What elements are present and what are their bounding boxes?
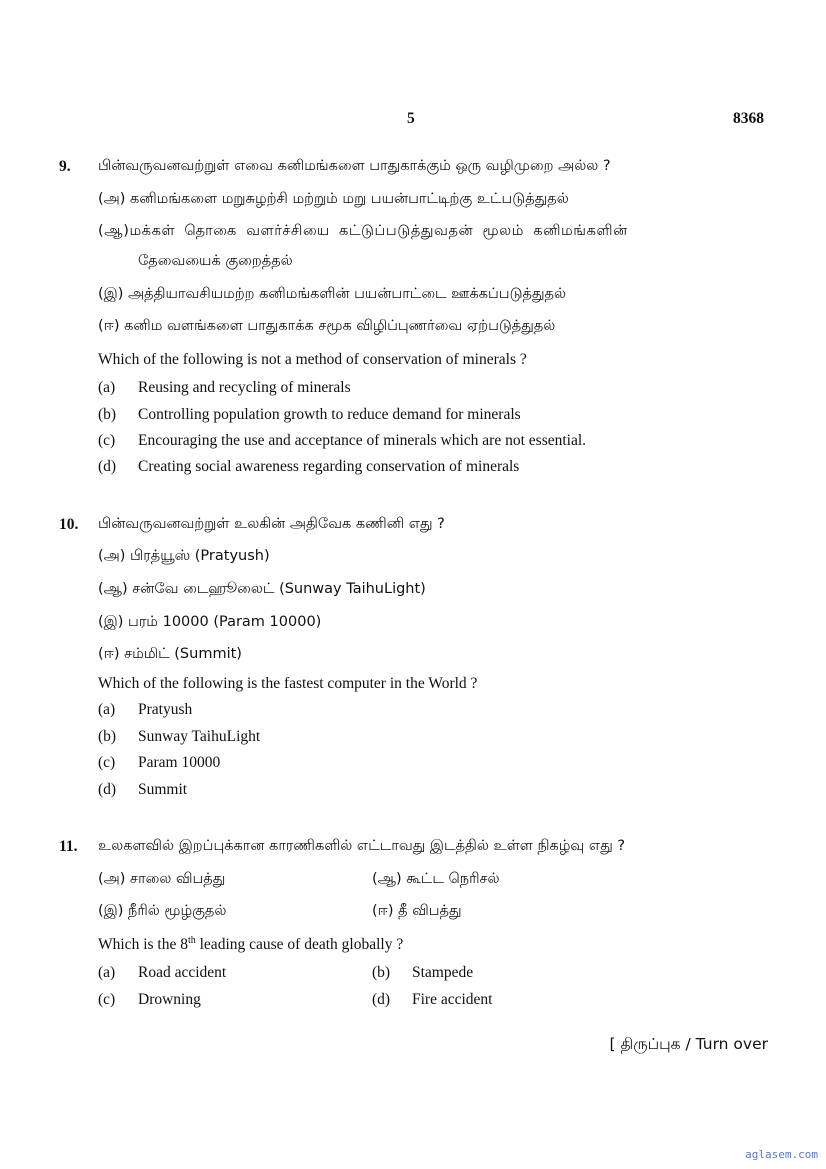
option-english: (c) xyxy=(98,754,116,771)
page-number: 5 xyxy=(407,110,415,127)
question-text-english: Which of the following is the fastest computer in the World ? xyxy=(98,675,478,692)
option-tamil: (அ) கனிமங்களை மறுசுழற்சி மற்றும் மறு பயன்பாட்டிற்கு உட்படுத்துதல் xyxy=(98,191,569,207)
question-number: 10. xyxy=(59,516,79,533)
option-tamil: (ஆ) கூட்ட நெரிசல் xyxy=(372,871,500,887)
option-english-text: Fire accident xyxy=(412,991,493,1008)
option-tamil: (அ) பிரத்யூஸ் (Pratyush) xyxy=(98,548,270,564)
option-english: (d) xyxy=(372,991,391,1008)
turn-over-note: [ திருப்புக / Turn over xyxy=(609,1035,768,1053)
option-english-text: Controlling population growth to reduce demand for minerals xyxy=(138,406,521,423)
option-english: (b) xyxy=(372,964,391,981)
option-english: (a) xyxy=(98,379,116,396)
option-english: (b) xyxy=(98,728,117,745)
option-english: (a) xyxy=(98,964,116,981)
option-tamil: (ஆ)மக்கள் தொகை வளர்ச்சியை கட்டுப்படுத்துவதன் மூலம் கனிமங்களின் xyxy=(98,223,628,239)
question-text-tamil: பின்வருவனவற்றுள் எவை கனிமங்களை பாதுகாக்கும் ஒரு வழிமுறை அல்ல ? xyxy=(98,158,611,174)
option-tamil: (ஈ) சம்மிட் (Summit) xyxy=(98,646,242,662)
option-english-text: Pratyush xyxy=(138,701,193,718)
option-tamil: (இ) அத்தியாவசியமற்ற கனிமங்களின் பயன்பாட்டை ஊக்கப்படுத்துதல் xyxy=(98,286,567,302)
option-english: (c) xyxy=(98,991,116,1008)
question-number: 9. xyxy=(59,158,71,175)
option-english-text: Road accident xyxy=(138,964,227,981)
option-tamil: (ஈ) கனிம வளங்களை பாதுகாக்க சமூக விழிப்புணர்வை ஏற்படுத்துதல் xyxy=(98,318,556,334)
option-tamil: (அ) சாலை விபத்து xyxy=(98,871,226,887)
option-tamil: (இ) நீரில் மூழ்குதல் xyxy=(98,903,227,919)
question-text-tamil: பின்வருவனவற்றுள் உலகின் அதிவேக கணினி எது ? xyxy=(98,516,445,532)
option-tamil: (இ) பரம் 10000 (Param 10000) xyxy=(98,614,322,630)
option-english-text: Stampede xyxy=(412,964,474,981)
question-text-tamil: உலகளவில் இறப்புக்கான காரணிகளில் எட்டாவது இடத்தில் உள்ள நிகழ்வு எது ? xyxy=(98,838,626,854)
watermark: aglasem.com xyxy=(745,1148,818,1161)
option-english: (b) xyxy=(98,406,117,423)
paper-code: 8368 xyxy=(733,110,764,127)
option-tamil: (ஆ) சன்வே டைஹூலைட் (Sunway TaihuLight) xyxy=(98,581,426,597)
option-english-text: Drowning xyxy=(138,991,201,1008)
question-number: 11. xyxy=(59,838,78,855)
option-english: (a) xyxy=(98,701,116,718)
option-tamil-continuation: தேவையைக் குறைத்தல் xyxy=(138,253,293,269)
option-tamil: (ஈ) தீ விபத்து xyxy=(372,903,462,919)
option-english-text: Reusing and recycling of minerals xyxy=(138,379,351,396)
option-english-text: Creating social awareness regarding conservation of minerals xyxy=(138,458,520,475)
question-text-english: Which is the 8th leading cause of death globally ? xyxy=(98,935,404,954)
option-english-text: Encouraging the use and acceptance of minerals which are not essential. xyxy=(138,432,587,449)
option-english-text: Summit xyxy=(138,781,188,798)
option-english: (d) xyxy=(98,781,117,798)
option-english: (c) xyxy=(98,432,116,449)
question-text-english: Which of the following is not a method of conservation of minerals ? xyxy=(98,351,527,368)
option-english-text: Sunway TaihuLight xyxy=(138,728,261,745)
option-english-text: Param 10000 xyxy=(138,754,221,771)
option-english: (d) xyxy=(98,458,117,475)
